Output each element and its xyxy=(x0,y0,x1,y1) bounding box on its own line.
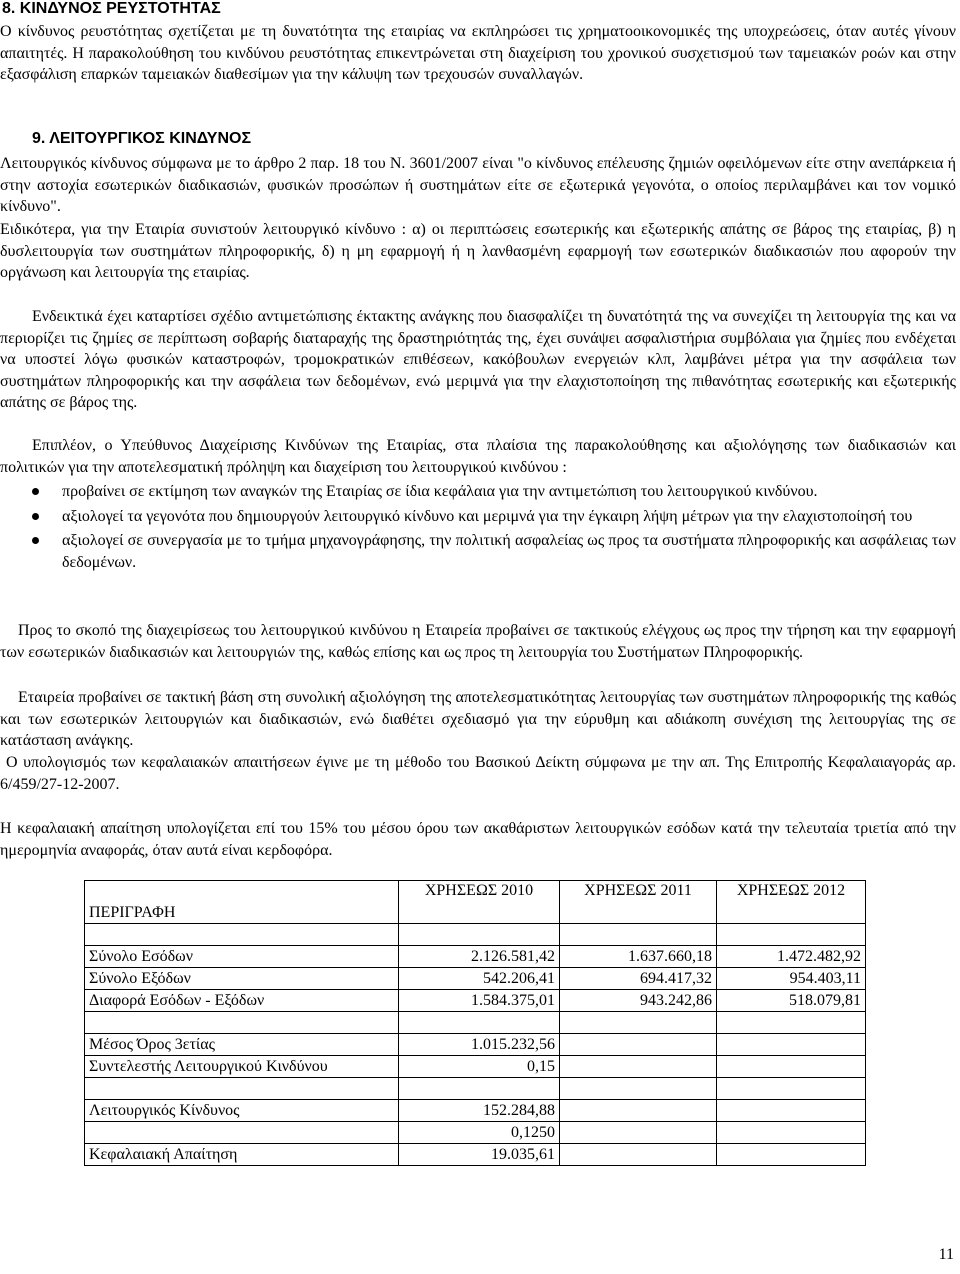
capital-method-paragraph: Ο υπολογισμός των κεφαλαιακών απαιτήσεων έγινε με τη μέθοδο του Βασικού Δείκτη σύμφωνα με την απ. Της Επιτροπής Κεφαλαιαγοράς αρ. 6/459/27-12-2007. xyxy=(0,754,956,793)
factor-label: Συντελεστής Λειτουργικού Κινδύνου xyxy=(85,1056,399,1078)
operational-risk-cases: Ειδικότερα, για την Εταιρία συνιστούν λειτουργικό κίνδυνο : α) οι περιπτώσεις εσωτερικής και εξωτερικής απάτης σε βάρος της εταιρίας, β) η δυσλειτουργία των συστημάτων πληροφορικής, δ) η μη εφαρμογή ή η λανθασμένη εφαρμογή των εσωτερικών διαδικασιών που αφορούν την οργάνωση και λειτουργία της εταιρίας. xyxy=(0,221,956,281)
operational-risk-definition: Λειτουργικός κίνδυνος σύμφωνα με το άρθρο 2 παρ. 18 του Ν. 3601/2007 είναι "ο κίνδυνος επέλευσης ζημιών οφειλόμενων είτε στην ανεπάρκεια ή στην αστοχία εσωτερικών διαδικασιών, φυσικών προσώπων ή συστημάτων είτε σε εξωτερικά γεγονότα, ο οποίος περιλαμβάνει και τον νομικό κίνδυνο". xyxy=(0,155,956,215)
page-number: 11 xyxy=(938,1246,954,1263)
ratio-value: 0,1250 xyxy=(399,1122,560,1144)
risk-value: 152.284,88 xyxy=(399,1100,560,1122)
systems-assessment-paragraph: Εταιρεία προβαίνει σε τακτική βάση στη συνολική αξιολόγηση της αποτελεσματικότητας λειτουργίας των συστημάτων πληροφορικής της καθώς και των εσωτερικών λειτουργιών και διαδικασιών, ενώ διαθέτει σχεδιασμό για την εύρυθμη και αδιάκοπη συνέχιση της λειτουργίας της σε κατάσταση ανάγκης. xyxy=(0,689,956,749)
table-row xyxy=(85,1144,866,1166)
section-9-heading: 9. ΛΕΙΤΟΥΡΓΙΚΟΣ ΚΙΝΔΥΝΟΣ xyxy=(32,130,252,147)
emergency-plan-paragraph: Ενδεικτικά έχει καταρτίσει σχέδιο αντιμετώπισης έκτακτης ανάγκης που διασφαλίζει τη δυνατότητά της να συνεχίζει τη λειτουργία της και να περιορίζει τις ζημίες σε περίπτωση σοβαρής διαταραχής της δραστηριότητάς της, έχει συνάψει ασφαλιστήρια συμβόλαια για ζημίες που ενδέχεται να υποστεί λόγω φυσικών καταστροφών, τρομοκρατικών επιθέσεων, κακόβουλων ενεργειών κλπ, λαμβάνει μέτρα για την ασφάλεια των συστημάτων πληροφορικής και την ασφάλεια των δεδομένων, ενώ μεριμνά για την ελαχιστοποίηση της πιθανότητας εσωτερικής και εξωτερικής απάτης σε βάρος της. xyxy=(0,308,956,411)
table-row xyxy=(85,1056,866,1078)
table-spacer-row xyxy=(85,924,866,946)
table-spacer-row xyxy=(85,1078,866,1100)
capital-label: Κεφαλαιακή Απαίτηση xyxy=(85,1144,399,1166)
risk-manager-duties-list xyxy=(0,481,956,573)
risk-manager-paragraph: Επιπλέον, ο Υπεύθυνος Διαχείρισης Κινδύνων της Εταιρίας, στα πλαίσια της παρακολούθησης και αξιολόγησης των διαδικασιών και πολιτικών για την αποτελεσματική πρόληψη και διαχείριση του λειτουργικού κινδύνου : xyxy=(0,437,956,476)
description-header: ΠΕΡΙΓΡΑΦΗ xyxy=(85,881,399,924)
capital-requirement-table xyxy=(84,880,866,1166)
capital-calculation-paragraph: Η κεφαλαιακή απαίτηση υπολογίζεται επί του 15% του μέσου όρου των ακαθάριστων λειτουργικών εσόδων κατά την τελευταία τριετία από την ημερομηνία αναφοράς, όταν αυτά είναι κερδοφόρα. xyxy=(0,820,956,859)
bullet-icon xyxy=(32,537,39,544)
average-value: 1.015.232,56 xyxy=(399,1034,560,1056)
list-item: αξιολογεί σε συνεργασία με το τμήμα μηχανογράφησης, την πολιτική ασφαλείας ως προς τα συστήματα πληροφορικής και ασφάλειας των δεδομένων. xyxy=(0,530,956,573)
section-8-heading: 8. ΚΙΝΔΥΝΟΣ ΡΕΥΣΤΟΤΗΤΑΣ xyxy=(2,0,221,17)
table-row xyxy=(85,1034,866,1056)
list-item: προβαίνει σε εκτίμηση των αναγκών της Εταιρίας σε ίδια κεφάλαια για την αντιμετώπιση του λειτουργικού κινδύνου. xyxy=(0,481,956,503)
risk-label: Λειτουργικός Κίνδυνος xyxy=(85,1100,399,1122)
factor-value: 0,15 xyxy=(399,1056,560,1078)
section-8-text: Ο κίνδυνος ρευστότητας σχετίζεται με τη δυνατότητα της εταιρίας να εκπληρώσει τις χρηματοοικονομικές της υποχρεώσεις, όταν αυτές γίνουν απαιτητές. Η παρακολούθηση του κινδύνου ρευστότητας επικεντρώνεται στη διαχείριση του χρονικού συσχετισμού των ταμειακών ροών και στην εξασφάλιση επαρκών ταμειακών διαθεσίμων για την κάλυψη των τρεχουσών συναλλαγών. xyxy=(0,23,956,83)
average-label: Μέσος Όρος 3ετίας xyxy=(85,1034,399,1056)
internal-controls-paragraph: Προς το σκοπό της διαχειρίσεως του λειτουργικού κινδύνου η Εταιρεία προβαίνει σε τακτικούς ελέγχους ως προς την τήρηση και την εφαρμογή των εσωτερικών διαδικασιών και λειτουργιών της, καθώς επίσης και ως προς τη λειτουργία του Συστήματων Πληροφορικής. xyxy=(0,622,956,661)
table-spacer-row xyxy=(85,1012,866,1034)
table-row xyxy=(85,1122,866,1144)
year-2010-header: ΧΡΗΣΕΩΣ 2010 xyxy=(399,881,560,924)
table-row: Διαφορά Εσόδων - Εξόδων 1.584.375,01 943.242,86 518.079,81 xyxy=(85,990,866,1012)
table-row xyxy=(85,1100,866,1122)
bullet-icon xyxy=(32,488,39,495)
table-row: Σύνολο Εσόδων 2.126.581,42 1.637.660,18 1.472.482,92 xyxy=(85,946,866,968)
year-2011-header: ΧΡΗΣΕΩΣ 2011 xyxy=(560,881,717,924)
table-row: Σύνολο Εξόδων 542.206,41 694.417,32 954.403,11 xyxy=(85,968,866,990)
list-item: αξιολογεί τα γεγονότα που δημιουργούν λειτουργικό κίνδυνο και μεριμνά για την έγκαιρη λήψη μέτρων για την ελαχιστοποίησή του xyxy=(0,506,956,528)
capital-value: 19.035,61 xyxy=(399,1144,560,1166)
bullet-icon xyxy=(32,513,39,520)
table-header-row xyxy=(85,881,866,924)
year-2012-header: ΧΡΗΣΕΩΣ 2012 xyxy=(717,881,866,924)
